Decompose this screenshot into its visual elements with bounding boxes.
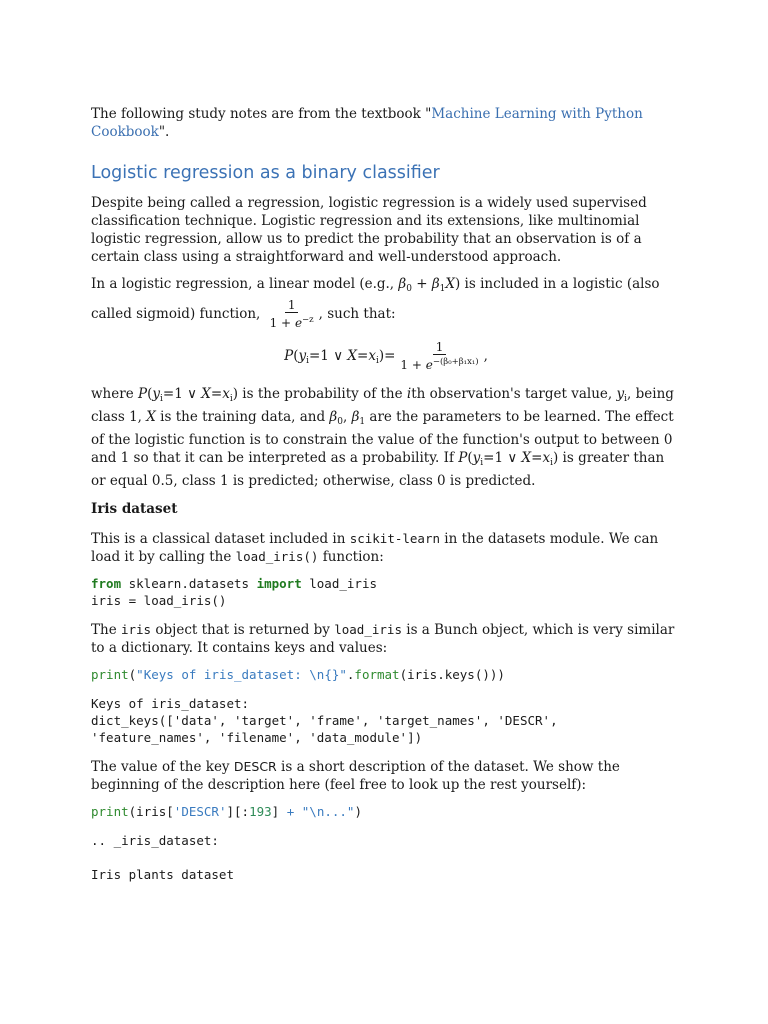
document-content [91, 105, 681, 895]
code-block-import: from sklearn.datasets import load_iris iris = load_iris() [91, 576, 377, 608]
paragraph-probability: where $P(y_i=1$ ∨ $X=x_i$) is the probability of the ith observation's target value, $y_i$, being class 1, X is the training data, and $\beta_0$, $\beta_1$ are the parameters to be learned. The effect of the logistic function is to constrain the value of the function's output to between 0 and 1 so that it can be interpreted as a probability. If $P(y_i=1$ ∨ $X=x_i$) is greater than or equal 0.5, class 1 is predicted; otherwise, class 0 is predicted. [91, 386, 674, 489]
paragraph-intro-logistic: Despite being called a regression, logistic regression is a widely used supervised classification technique. Logistic regression and its extensions, like multinomial logistic regression, allow us to predict the probability that an observation is of a certain class using a straightforward and well-understood approach. [91, 195, 647, 265]
linear-model-formula: $\beta_0 + \beta_1X$ [398, 276, 455, 294]
output-block-keys: Keys of iris_dataset: dict_keys(['data', 'target', 'frame', 'target_names', 'DESCR', 'feature_names', 'filename', 'data_module']) [91, 696, 558, 745]
code-block-print-keys: print("Keys of iris_dataset: \n{}".format(iris.keys())) [91, 667, 505, 682]
paragraph-iris-intro: This is a classical dataset included in scikit-learn in the datasets module. We can load it by calling the load_iris() function: [91, 531, 659, 565]
iris-subheading: Iris dataset [91, 501, 178, 517]
textbook-link[interactable]: Machine Learning with Python Cookbook [91, 106, 643, 140]
paragraph-linear-model: In a logistic regression, a linear model (e.g., $\beta_0 + \beta_1X$) is included in a logistic (also called sigmoid) function, $\frac{1}{1 + e^{-z}}$ , such that: [91, 276, 660, 330]
intro-paragraph: The following study notes are from the textbook "Machine Learning with Python Cookbook". [91, 106, 643, 140]
logistic-equation: $P(y_i=1$ ∨ $X=x_i)=$ $\frac{1}{1 + e^{-(\beta_0+\beta_1x_1)}}$ , [284, 340, 488, 372]
paragraph-bunch-object: The iris object that is returned by load_iris is a Bunch object, which is very similar to a dictionary. It contains keys and values: [91, 622, 675, 656]
output-block-descr: .. _iris_dataset: Iris plants dataset [91, 833, 234, 882]
paragraph-descr: The value of the key DESCR is a short description of the dataset. We show the beginning of the description here (feel free to look up the rest yourself): [91, 759, 620, 793]
code-block-print-descr: print(iris['DESCR'][:193] + "\n...") [91, 804, 362, 819]
inline-code-load-iris: load_iris() [235, 549, 319, 564]
sigmoid-fraction: $\frac{1}{1 + e^{-z}}$ [269, 298, 314, 330]
inline-code-scikit-learn: scikit-learn [349, 531, 440, 546]
section-heading: Logistic regression as a binary classifier [91, 163, 440, 183]
